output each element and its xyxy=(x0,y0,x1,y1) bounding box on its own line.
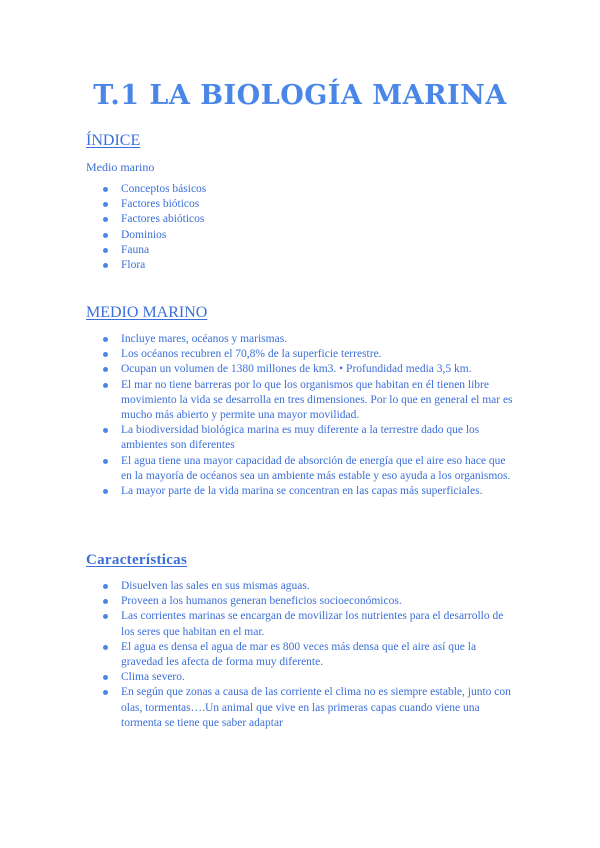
list-item: Factores bióticos xyxy=(121,197,521,212)
medio-marino-list xyxy=(121,332,513,499)
list-item: Los océanos recubren el 70,8% de la superficie terrestre. xyxy=(121,347,513,362)
list-item: Fauna xyxy=(121,243,521,258)
list-item: Flora xyxy=(121,258,521,273)
list-item: Dominios xyxy=(121,228,521,243)
list-item: La mayor parte de la vida marina se concentran en las capas más superficiales. xyxy=(121,484,513,499)
list-item: Conceptos básicos xyxy=(121,182,521,197)
list-item: El mar no tiene barreras por lo que los organismos que habitan en él tienen libre movimiento la vida se desarrolla en tres dimensiones. Por lo que en general el mar es mucho más abierto y permite una mayor movilidad. xyxy=(121,378,513,424)
list-item: Incluye mares, océanos y marismas. xyxy=(121,332,513,347)
caracteristicas-list xyxy=(121,579,513,731)
list-item: Las corrientes marinas se encargan de movilizar los nutrientes para el desarrollo de los seres que habitan en el mar. xyxy=(121,609,513,639)
list-item: Proveen a los humanos generan beneficios socioeconómicos. xyxy=(121,594,513,609)
list-item: Disuelven las sales en sus mismas aguas. xyxy=(121,579,513,594)
list-item: Factores abióticos xyxy=(121,212,521,227)
document-title: T.1 LA BIOLOGÍA MARINA xyxy=(93,80,507,111)
list-item: La biodiversidad biológica marina es muy diferente a la terrestre dado que los ambientes son diferentes xyxy=(121,423,513,453)
list-item: Clima severo. xyxy=(121,670,513,685)
medio-marino-heading: MEDIO MARINO xyxy=(86,304,208,321)
list-item: El agua tiene una mayor capacidad de absorción de energía que el aire eso hace que en la mayoría de océanos sea un ambiente más estable y eso ayuda a los organismos. xyxy=(121,454,513,484)
caracteristicas-heading: Características xyxy=(86,552,188,568)
list-item: El agua es densa el agua de mar es 800 veces más densa que el aire así que la gravedad les afecta de forma muy diferente. xyxy=(121,640,513,670)
list-item: Ocupan un volumen de 1380 millones de km3. • Profundidad media 3,5 km. xyxy=(121,362,513,377)
indice-intro: Medio marino xyxy=(86,160,155,174)
indice-heading: ÍNDICE xyxy=(86,132,141,149)
indice-list xyxy=(121,182,521,273)
list-item: En según que zonas a causa de las corriente el clima no es siempre estable, junto con olas, tormentas….Un animal que vive en las primeras capas cuando viene una tormenta se tiene que saber adaptar xyxy=(121,685,513,731)
